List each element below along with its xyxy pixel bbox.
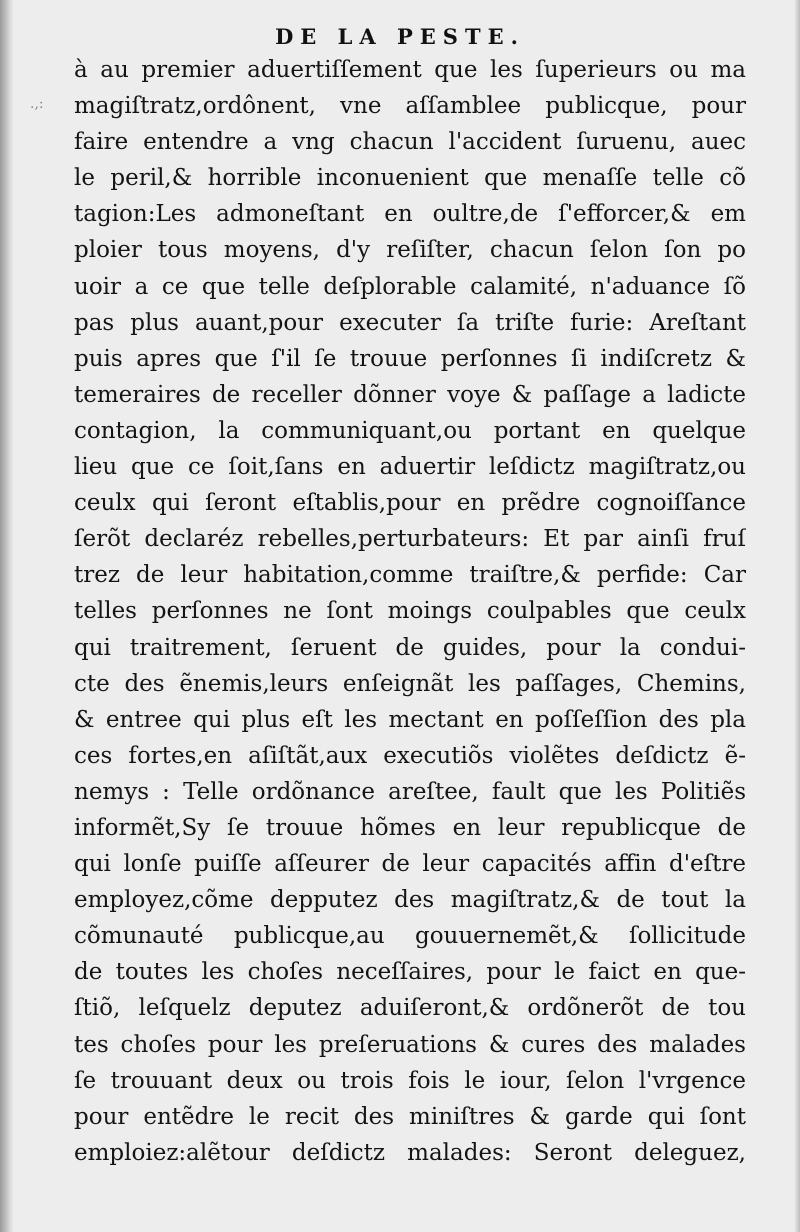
text-line: emploiez:alẽtour deſdictz malades: Seront deleguez, (74, 1139, 746, 1166)
text-line: informẽt,Sy ſe trouue hõmes en leur republicque de (74, 814, 746, 841)
text-line: à au premier aduertiſſement que les ſuperieurs ou ma (74, 57, 746, 83)
text-line: le peril,& horrible inconuenient que menaſſe telle cõ (74, 165, 746, 192)
text-line: nemys : Telle ordõnance areſtee, fault que les Politiẽs (74, 778, 746, 805)
text-line: ſe trouuant deux ou trois fois le iour, ſelon l'vrgence (74, 1067, 746, 1094)
text-line: magiſtratz,ordônent, vne aſſamblee publicque, pour (74, 93, 746, 120)
text-line: trez de leur habitation,comme traiſtre,& perfide: Car (74, 562, 746, 589)
text-line: ceulx qui ſeront eſtablis,pour en prẽdre cognoiſſance (74, 490, 746, 517)
text-line: puis apres que ſ'il ſe trouue perſonnes ſi indiſcretz & (74, 345, 746, 372)
text-line: uoir a ce que telle deſplorable calamité, n'aduance ſõ (74, 273, 746, 300)
text-line: cõmunauté publicque,au gouuernemẽt,& ſollicitude (74, 923, 746, 950)
text-line: faire entendre a vng chacun l'accident ſuruenu, auec (74, 129, 746, 156)
text-line: ploier tous moyens, d'y reſiſter, chacun ſelon ſon po (74, 237, 746, 264)
page-edge (794, 0, 800, 1232)
gutter-shadow (0, 0, 14, 1232)
text-line: qui traitrement, ſeruent de guides, pour la condui- (74, 634, 746, 661)
text-line: & entree qui plus eſt les mectant en poſſeſſion des pla (74, 706, 746, 733)
text-line: qui lonſe puiſſe aſſeurer de leur capacités affin d'eſtre (74, 851, 746, 878)
text-line: tagion:Les admoneſtant en oultre,de ſ'efforcer,& em (74, 201, 746, 228)
text-line: lieu que ce ſoit,ſans en aduertir leſdictz magiſtratz,ou (74, 454, 746, 481)
text-line: cte des ẽnemis,leurs enſeignãt les paſſages, Chemins, (74, 670, 746, 697)
text-line: ſerõt declaréz rebelles,perturbateurs: Et par ainſi fruſ (74, 526, 746, 553)
text-line: pas plus auant,pour executer ſa triſte furie: Areſtant (74, 309, 746, 336)
text-line: de toutes les choſes neceſſaires, pour le faict en que- (74, 959, 746, 986)
text-line: employez,cõme depputez des magiſtratz,& de tout la (74, 887, 746, 914)
margin-marks: .,: (30, 96, 44, 112)
text-line: contagion, la communiquant,ou portant en quelque (74, 417, 746, 444)
text-line: temeraires de receller dõnner voye & paſſage a ladicte (74, 381, 746, 408)
text-line: tes choſes pour les preſeruations & cures des malades (74, 1031, 746, 1058)
text-line: ces fortes,en aſiſtãt,aux executiõs violẽtes deſdictz ẽ- (74, 742, 746, 769)
text-line: telles perſonnes ne ſont moings coulpables que ceulx (74, 598, 746, 625)
text-block (74, 52, 746, 1171)
text-line: pour entẽdre le recit des miniſtres & garde qui ſont (74, 1103, 746, 1130)
running-head: DE LA PESTE. (275, 24, 525, 49)
text-line: ſtiõ, leſquelz deputez aduiſeront,& ordõnerõt de tou (74, 995, 746, 1022)
